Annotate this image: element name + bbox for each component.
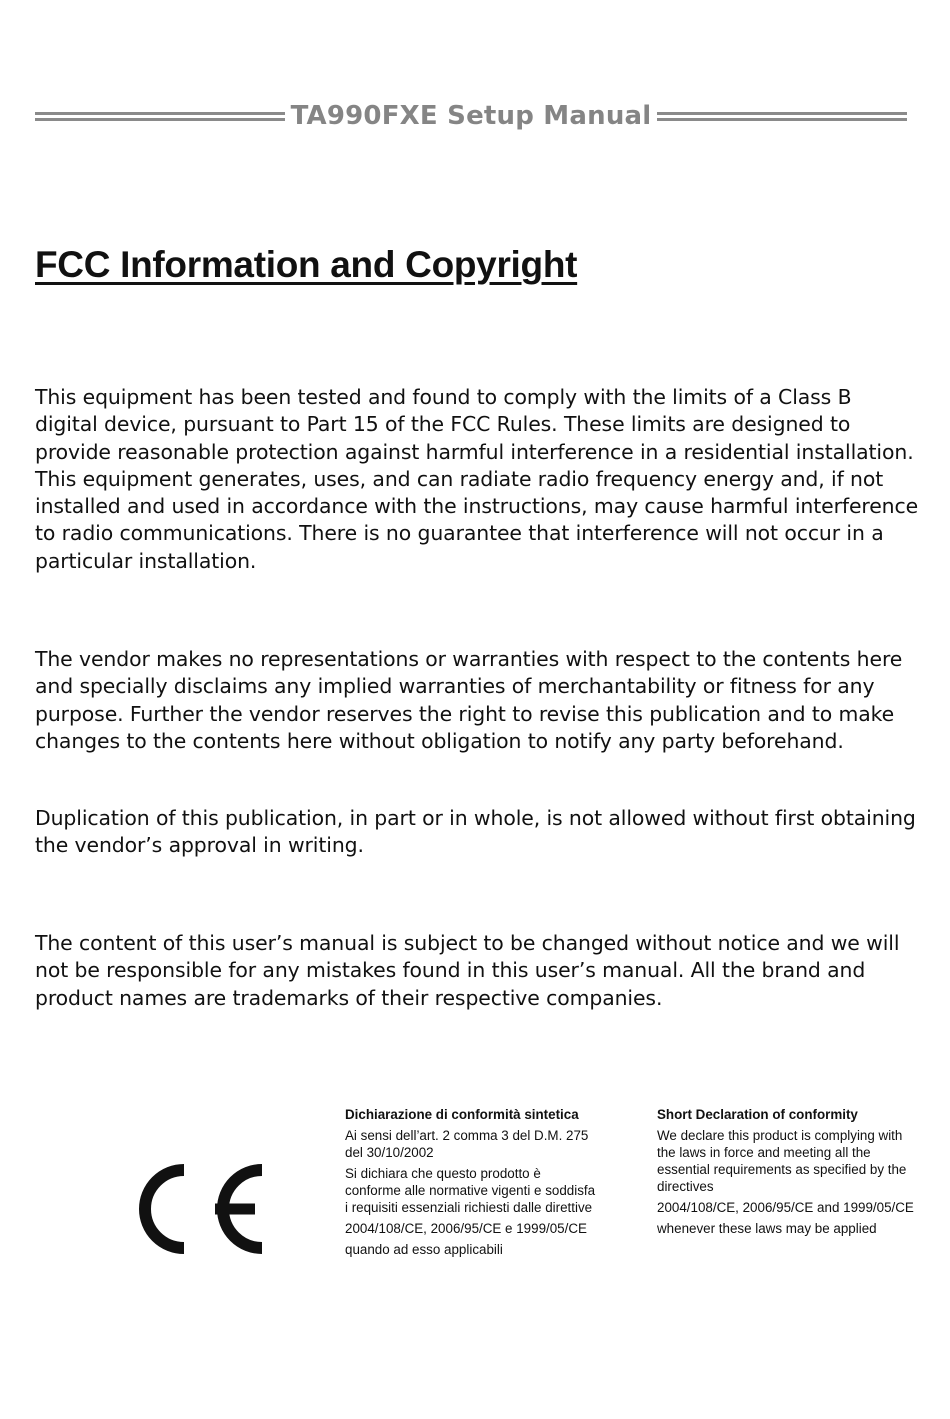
declaration-english-line: We declare this product is complying with the laws in force and meeting all the essential requirements as specified by the directives	[657, 1128, 907, 1194]
declaration-italian	[345, 1106, 597, 1262]
declaration-italian-title: Dichiarazione di conformità sintetica	[345, 1107, 579, 1122]
declaration-english-title: Short Declaration of conformity	[657, 1107, 858, 1122]
ce-mark-icon	[122, 1158, 268, 1260]
running-header	[35, 98, 907, 134]
header-title: TA990FXE Setup Manual	[290, 101, 652, 131]
fcc-paragraph: This equipment has been tested and found to comply with the limits of a Class B digital device, pursuant to Part 15 of the FCC Rules. These limits are designed to provide reasonable protection against harmful interference in a residential installation. This equipment generates, uses, and can radiate radio frequency energy and, if not installed and used in accordance with the instructions, may cause harmful interference to radio communications. There is no guarantee that interference will not occur in a particular installation.	[35, 385, 919, 573]
declaration-italian-line: 2004/108/CE, 2006/95/CE e 1999/05/CE	[345, 1221, 587, 1236]
content-notice-paragraph: The content of this user’s manual is subject to be changed without notice and we will not be responsible for any mistakes found in this user’s manual. All the brand and product names are trademarks of their respective companies.	[35, 931, 900, 1010]
declaration-italian-line: quando ad esso applicabili	[345, 1242, 503, 1257]
vendor-disclaimer-paragraph: The vendor makes no representations or warranties with respect to the contents here and specially disclaims any implied warranties of merchantability or fitness for any purpose. Further the vendor reserves the right to revise this publication and to make changes to the contents here without obligation to notify any party beforehand.	[35, 647, 903, 753]
declaration-english-line: 2004/108/CE, 2006/95/CE and 1999/05/CE	[657, 1200, 914, 1215]
declaration-english-line: whenever these laws may be applied	[657, 1221, 877, 1236]
declaration-english	[657, 1106, 919, 1241]
header-rule-right	[657, 110, 907, 122]
header-rule-left	[35, 110, 285, 122]
duplication-paragraph: Duplication of this publication, in part or in whole, is not allowed without first obtaining the vendor’s approval in writing.	[35, 806, 916, 858]
page-title: FCC Information and Copyright	[35, 244, 578, 285]
declaration-italian-line: Si dichiara che questo prodotto è conforme alle normative vigenti e soddisfa i requisiti essenziali richiesti dalle direttive	[345, 1166, 596, 1215]
declaration-italian-line: Ai sensi dell’art. 2 comma 3 del D.M. 275 del 30/10/2002	[345, 1128, 589, 1160]
